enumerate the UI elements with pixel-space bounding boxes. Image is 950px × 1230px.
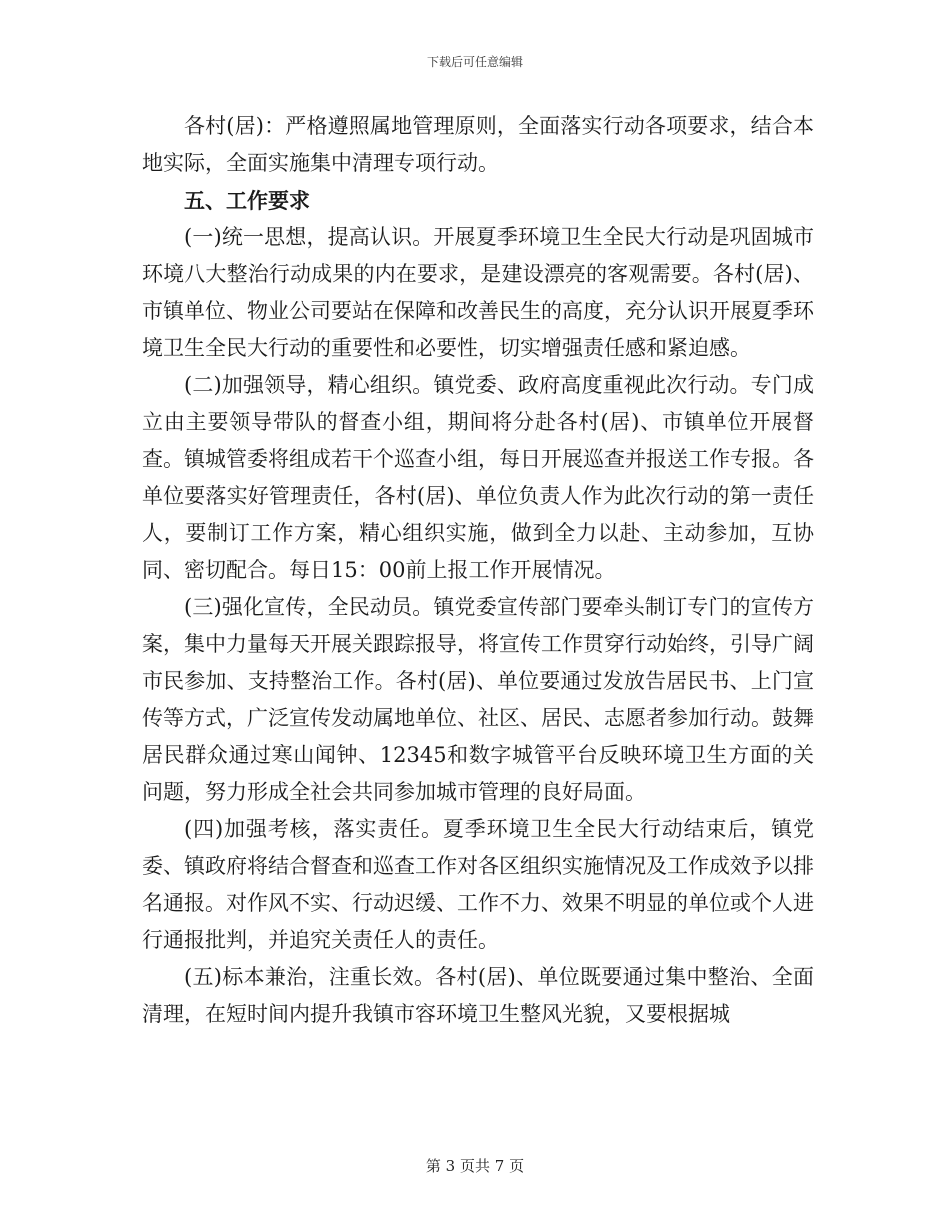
document-body [142,108,814,1033]
page-number-footer: 第 3 页共 7 页 [425,1157,525,1175]
section-heading-work-requirements: 五、工作要求 [184,188,310,213]
paragraph-strengthen-leadership: (二)加强领导，精心组织。镇党委、政府高度重视此次行动。专门成立由主要领导带队的督查小组，期间将分赴各村(居)、市镇单位开展督查。镇城管委将组成若干个巡查小组，每日开展巡查并报送工作专报。各单位要落实好管理责任，各村(居)、单位负责人作为此次行动的第一责任人，要制订工作方案，精心组织实施，做到全力以赴、主动参加，互协同、密切配合。每日15：00前上报工作开展情况。 [142,373,814,582]
page-header-note: 下载后可任意编辑 [426,55,523,69]
paragraph-assessment: (四)加强考核，落实责任。夏季环境卫生全民大行动结束后，镇党委、镇政府将结合督查和巡查工作对各区组织实施情况及工作成效予以排名通报。对作风不实、行动迟缓、工作不力、效果不明显的单位或个人进行通报批判，并追究关责任人的责任。 [142,817,814,952]
paragraph-unify-thinking: (一)统一思想，提高认识。开展夏季环境卫生全民大行动是巩固城市环境八大整治行动成果的内在要求，是建设漂亮的客观需要。各村(居)、市镇单位、物业公司要站在保障和改善民生的高度，充分认识开展夏季环境卫生全民大行动的重要性和必要性，切实增强责任感和紧迫感。 [142,225,814,360]
paragraph-publicity: (三)强化宣传，全民动员。镇党委宣传部门要牵头制订专门的宣传方案，集中力量每天开展关跟踪报导，将宣传工作贯穿行动始终，引导广阔市民参加、支持整治工作。各村(居)、单位要通过发放告居民书、上门宣传等方式，广泛宣传发动属地单位、社区、居民、志愿者参加行动。鼓舞居民群众通过寒山闻钟、12345和数字城管平台反映环境卫生方面的关问题，努力形成全社会共同参加城市管理的良好局面。 [142,595,814,804]
paragraph-long-term: (五)标本兼治，注重长效。各村(居)、单位既要通过集中整治、全面清理，在短时间内提升我镇市容环境卫生整风光貌，又要根据城 [142,965,814,1026]
paragraph-village-requirements: 各村(居)：严格遵照属地管理原则，全面落实行动各项要求，结合本地实际，全面实施集中清理专项行动。 [142,114,814,175]
